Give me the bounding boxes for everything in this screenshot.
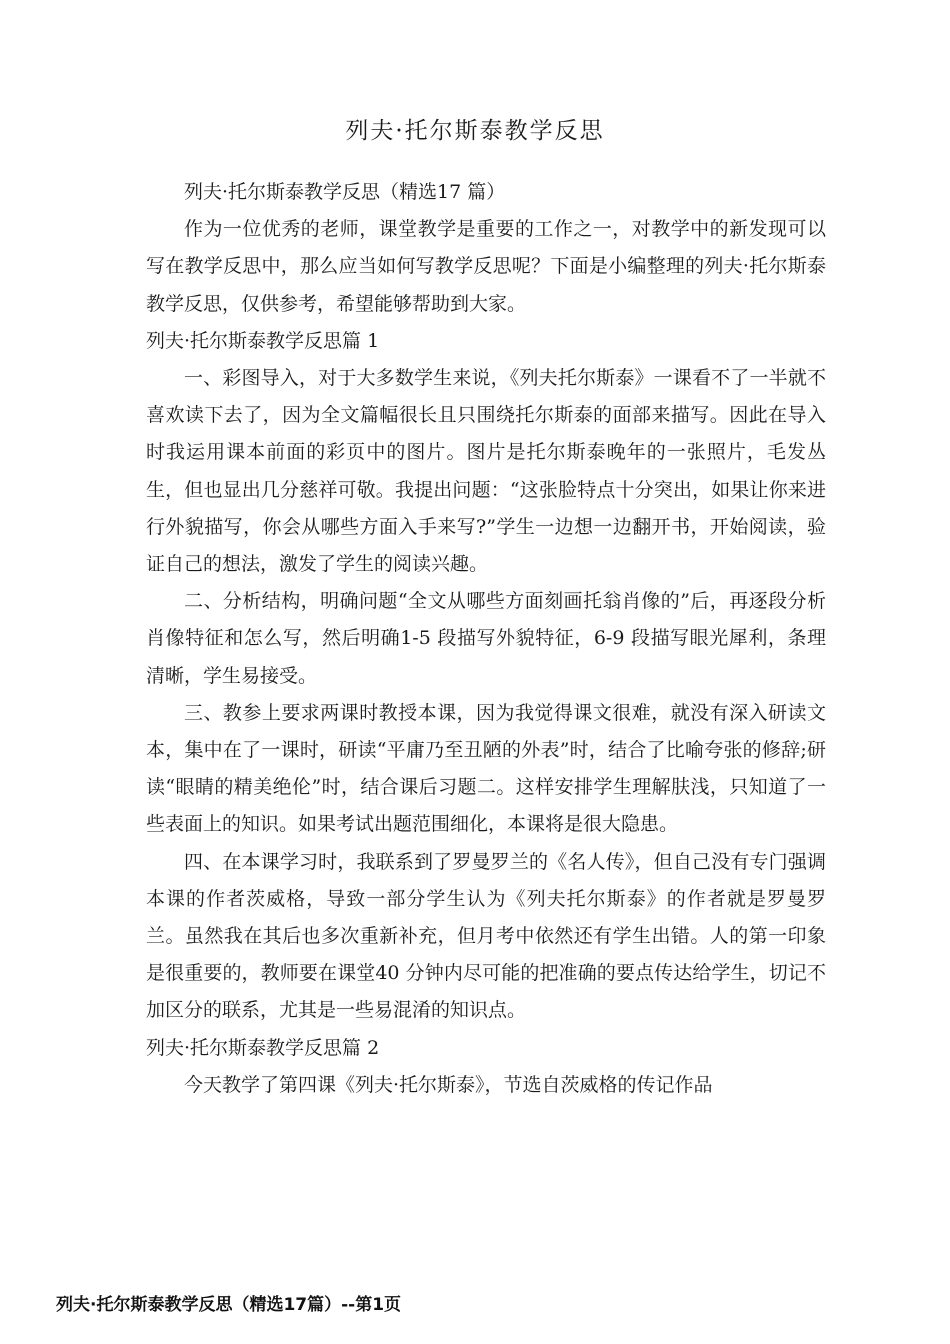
- intro-paragraph: 作为一位优秀的老师，课堂教学是重要的工作之一，对教学中的新发现可以写在教学反思中，那么应当如何写教学反思呢？下面是小编整理的列夫·托尔斯泰教学反思，仅供参考，希望能够帮助到大家。: [146, 218, 826, 315]
- section-1-paragraph-4: 四、在本课学习时，我联系到了罗曼罗兰的《名人传》，但自己没有专门强调本课的作者茨威格，导致一部分学生认为《列夫托尔斯泰》的作者就是罗曼罗兰。虽然我在其后也多次重新补充，但月考中依然还有学生出错。人的第一印象是很重要的，教师要在课堂40 分钟内尽可能的把准确的要点传达给学生，切记不加区分的联系，尤其是一些易混淆的知识点。: [146, 850, 826, 1022]
- document-body: [146, 174, 826, 1104]
- page-title: 列夫·托尔斯泰教学反思: [345, 118, 605, 144]
- section-1-paragraph-3: 三、教参上要求两课时教授本课，因为我觉得课文很难，就没有深入研读文本，集中在了一课时，研读“平庸乃至丑陋的外表”时，结合了比喻夸张的修辞;研读“眼睛的精美绝伦”时，结合课后习题二。这样安排学生理解肤浅，只知道了一些表面上的知识。如果考试出题范围细化，本课将是很大隐患。: [146, 701, 826, 836]
- section-2-heading: 列夫·托尔斯泰教学反思篇 2: [146, 1036, 380, 1059]
- page-footer: 列夫·托尔斯泰教学反思（精选17篇）--第1页: [56, 1295, 402, 1315]
- section-1-paragraph-1: 一、彩图导入，对于大多数学生来说，《列夫托尔斯泰》一课看不了一半就不喜欢读下去了，因为全文篇幅很长且只围绕托尔斯泰的面部来描写。因此在导入时我运用课本前面的彩页中的图片。图片是托尔斯泰晚年的一张照片，毛发丛生，但也显出几分慈祥可敬。我提出问题：“这张脸特点十分突出，如果让你来进行外貌描写，你会从哪些方面入手来写?”学生一边想一边翻开书，开始阅读，验证自己的想法，激发了学生的阅读兴趣。: [146, 367, 826, 576]
- section-1-heading: 列夫·托尔斯泰教学反思篇 1: [146, 329, 380, 352]
- section-2-paragraph-1: 今天教学了第四课《列夫·托尔斯泰》，节选自茨威格的传记作品: [184, 1073, 713, 1096]
- section-1-paragraph-2: 二、分析结构，明确问题“全文从哪些方面刻画托翁肖像的”后，再逐段分析肖像特征和怎么写，然后明确1-5 段描写外貌特征，6-9 段描写眼光犀利，条理清晰，学生易接受。: [146, 590, 826, 687]
- document-subtitle: 列夫·托尔斯泰教学反思（精选17 篇）: [184, 181, 506, 203]
